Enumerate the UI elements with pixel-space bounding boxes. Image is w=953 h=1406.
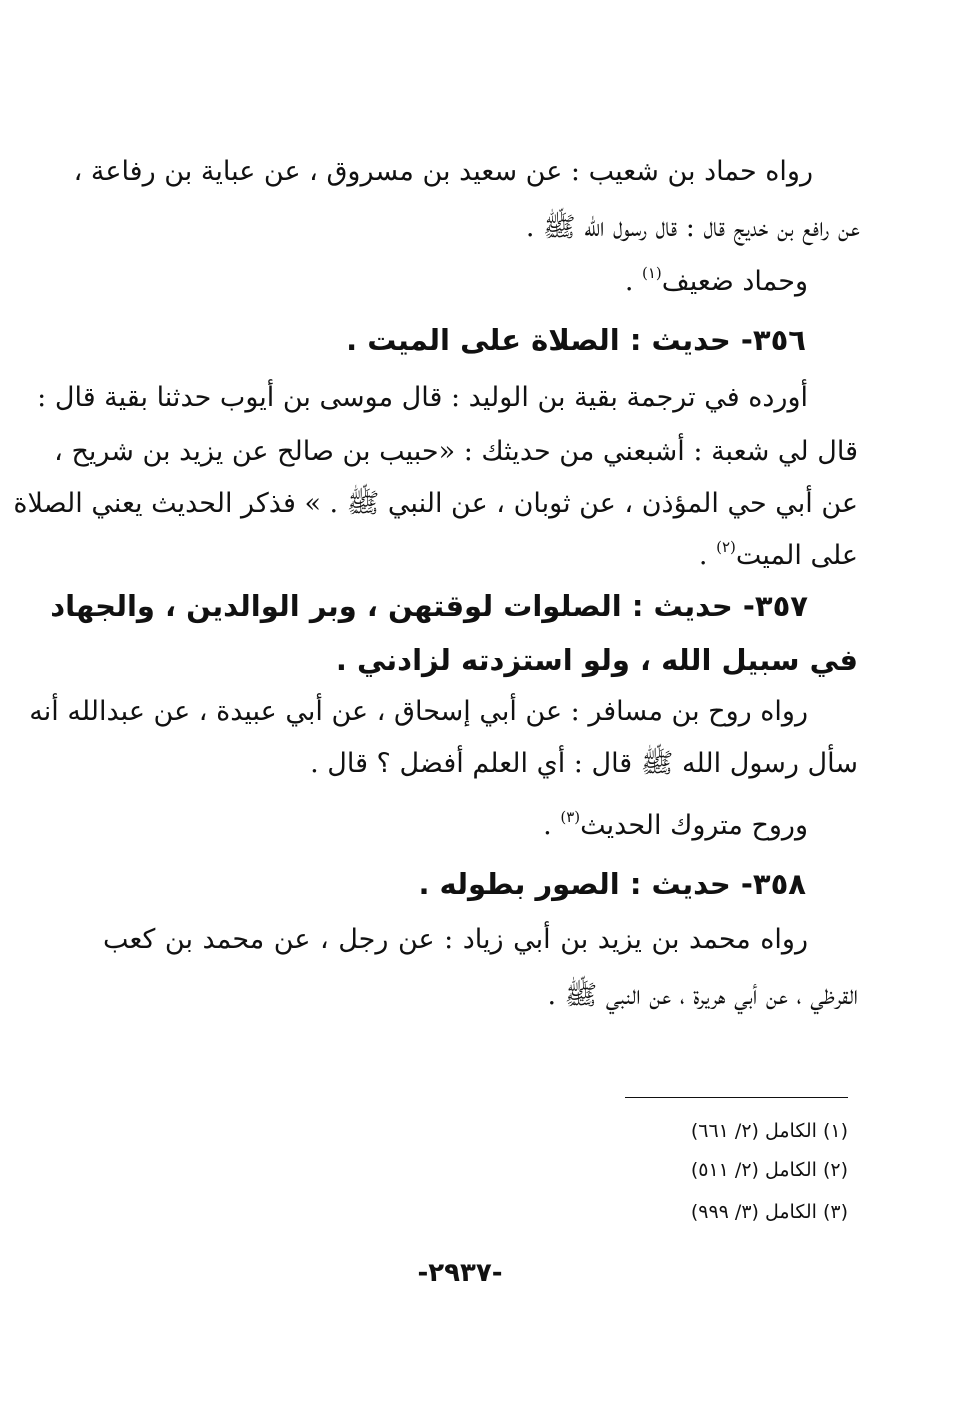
text-line: رواه روح بن مسافر : عن أبي إسحاق ، عن أبي عبيدة ، عن عبدالله أنه	[29, 696, 808, 727]
text-line	[625, 260, 808, 304]
text-span: .	[543, 810, 561, 841]
text-line: عن أبي حي المؤذن ، عن ثوبان ، عن النبي ﷺ . » فذكر الحديث يعني الصلاة	[13, 488, 858, 519]
footnote-ref: (١)	[641, 264, 662, 282]
text-span: على الميت	[735, 540, 858, 571]
footnote-divider	[625, 1097, 848, 1098]
footnote: (١) الكامل (٢/ ٦٦١)	[690, 1120, 848, 1142]
footnote: (٢) الكامل (٢/ ٥١١)	[690, 1159, 848, 1181]
text-span: وحماد ضعيف	[661, 266, 808, 297]
text-line	[543, 804, 808, 848]
text-line: قال لي شعبة : أشبعني من حديثك : «حبيب بن صالح عن يزيد بن شريح ،	[54, 436, 858, 467]
hadith-heading: في سبيل الله ، ولو استزدته لزادني .	[335, 643, 858, 677]
text-line: رواه محمد بن يزيد بن أبي زياد : عن رجل ، عن محمد بن كعب	[103, 924, 808, 955]
text-span: .	[624, 266, 642, 297]
text-line: القرظي ، عن أبي هريرة ، عن النبي ﷺ .	[547, 980, 858, 1011]
text-span: .	[698, 540, 717, 571]
hadith-heading: ٣٥٦- حديث : الصلاة على الميت .	[346, 323, 806, 357]
text-line	[699, 534, 858, 578]
text-line: سأل رسول الله ﷺ قال : أي العلم أفضل ؟ قال .	[310, 748, 858, 779]
hadith-heading: ٣٥٧- حديث : الصلوات لوقتهن ، وبر الوالدين ، والجهاد	[50, 589, 808, 623]
text-line: عن رافع بن خديج قال : قال رسول الله ﷺ .	[525, 212, 860, 243]
footnote-ref: (٣)	[560, 808, 581, 826]
page-number: -٢٩٣٧-	[417, 1258, 503, 1288]
hadith-heading: ٣٥٨- حديث : الصور بطوله .	[418, 867, 806, 901]
text-line: رواه حماد بن شعيب : عن سعيد بن مسروق ، عن عباية بن رفاعة ،	[73, 156, 813, 187]
text-span: وروح متروك الحديث	[580, 810, 808, 841]
text-line: أورده في ترجمة بقية بن الوليد : قال موسى بن أيوب حدثنا بقية قال :	[37, 382, 808, 413]
footnote: (٣) الكامل (٣/ ٩٩٩)	[690, 1201, 848, 1223]
footnote-ref: (٢)	[716, 538, 736, 556]
